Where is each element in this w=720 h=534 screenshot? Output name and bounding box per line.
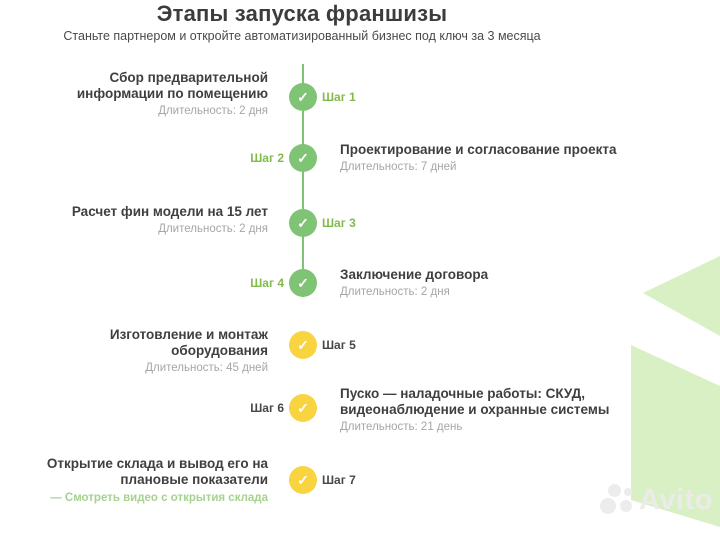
step-1-circle (289, 83, 317, 111)
check-icon: ✓ (297, 150, 309, 166)
step-3-label: Шаг 3 (322, 216, 356, 230)
logo-circle (620, 500, 632, 512)
check-icon: ✓ (297, 89, 309, 105)
check-icon: ✓ (297, 472, 309, 488)
logo-circle (624, 488, 632, 496)
decor-triangle (643, 256, 720, 336)
page-subtitle: Станьте партнером и откройте автоматизированный бизнес под ключ за 3 месяца (63, 29, 541, 43)
step-duration: Длительность: 2 дня (158, 104, 268, 117)
step-duration: Длительность: 21 день (340, 420, 463, 433)
step-1-text (20, 70, 268, 117)
step-title: Сбор предварительной информации по помещению (76, 70, 268, 101)
logo-circle (608, 484, 621, 497)
step-title: Расчет фин модели на 15 лет (71, 204, 268, 219)
step-title: Изготовление и монтаж оборудования (109, 327, 268, 358)
step-2-text (340, 142, 620, 173)
step-title: Открытие склада и вывод его на плановые показатели (46, 456, 268, 487)
watermark-text: Avito (639, 483, 713, 516)
step-3-circle (289, 209, 317, 237)
check-icon: ✓ (297, 275, 309, 291)
step-2-circle (289, 144, 317, 172)
step-duration: Длительность: 7 дней (340, 160, 457, 173)
step-4-text (340, 267, 620, 298)
step-title: Заключение договора (340, 267, 489, 282)
step-7-label: Шаг 7 (322, 473, 356, 487)
step-4-label: Шаг 4 (250, 276, 284, 290)
check-icon: ✓ (297, 337, 309, 353)
page-title: Этапы запуска франшизы (156, 1, 448, 26)
avito-logo-icon (600, 484, 634, 516)
step-6-circle (289, 394, 317, 422)
step-3-text (20, 204, 268, 235)
step-5-label: Шаг 5 (322, 338, 356, 352)
avito-watermark (600, 484, 713, 516)
step-2-label: Шаг 2 (250, 151, 284, 165)
step-5-circle (289, 331, 317, 359)
step-duration: Длительность: 45 дней (145, 361, 268, 374)
step-duration: Длительность: 2 дня (158, 222, 268, 235)
watch-opening-video-link[interactable]: — Смотреть видео с открытия склада (50, 491, 268, 504)
step-1-label: Шаг 1 (322, 90, 356, 104)
step-duration: Длительность: 2 дня (340, 285, 450, 298)
step-7-circle (289, 466, 317, 494)
step-7-text (20, 456, 268, 504)
logo-circle (600, 498, 616, 514)
step-5-text (20, 327, 268, 374)
step-title: Пуско — наладочные работы: СКУД, видеонаблюдение и охранные системы (340, 386, 610, 417)
step-title: Проектирование и согласование проекта (340, 142, 617, 157)
step-6-label: Шаг 6 (250, 401, 284, 415)
check-icon: ✓ (297, 215, 309, 231)
check-icon: ✓ (297, 400, 309, 416)
step-4-circle (289, 269, 317, 297)
step-6-text (340, 386, 610, 433)
